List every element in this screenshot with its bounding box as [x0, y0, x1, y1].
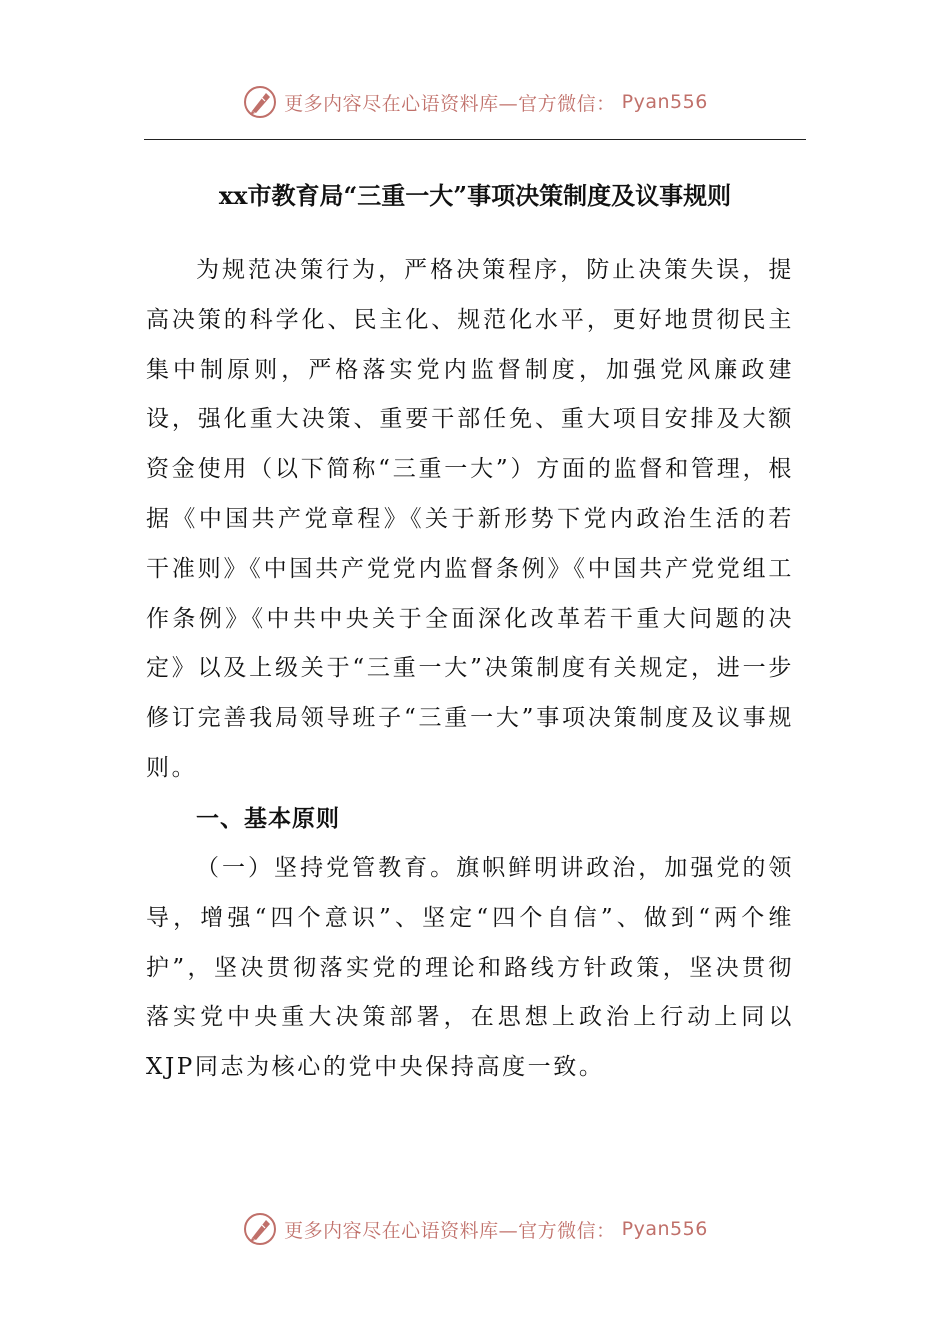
fountain-pen-logo-icon [242, 1211, 278, 1247]
watermark-wechat-id: Pyan556 [621, 1218, 708, 1240]
document-title: xx市教育局“三重一大”事项决策制度及议事规则 [218, 181, 732, 210]
header-watermark [0, 84, 950, 120]
watermark-wechat-id: Pyan556 [621, 91, 708, 113]
header-divider [144, 139, 806, 140]
section-heading-basic-principles: 一、基本原则 [196, 806, 340, 832]
footer-watermark [0, 1211, 950, 1247]
section1-paragraph: （一）坚持党管教育。旗帜鲜明讲政治，加强党的领导，增强“四个意识”、坚定“四个自信”、做到“两个维护”，坚决贯彻落实党的理论和路线方针政策，坚决贯彻落实党中央重大决策部署，在思想上政治上行动上同以XJP同志为核心的党中央保持高度一致。 [146, 855, 794, 1081]
watermark-text: 更多内容尽在心语资料库—官方微信： [284, 1219, 616, 1242]
watermark-text: 更多内容尽在心语资料库—官方微信： [284, 92, 616, 115]
intro-paragraph: 为规范决策行为，严格决策程序，防止决策失误，提高决策的科学化、民主化、规范化水平，更好地贯彻民主集中制原则，严格落实党内监督制度，加强党风廉政建设，强化重大决策、重要干部任免、重大项目安排及大额资金使用（以下简称“三重一大”）方面的监督和管理，根据《中国共产党章程》《关于新形势下党内政治生活的若干准则》《中国共产党党内监督条例》《中国共产党党组工作条例》《中共中央关于全面深化改革若干重大问题的决定》以及上级关于“三重一大”决策制度有关规定，进一步修订完善我局领导班子“三重一大”事项决策制度及议事规则。 [146, 257, 794, 781]
fountain-pen-logo-icon [242, 84, 278, 120]
